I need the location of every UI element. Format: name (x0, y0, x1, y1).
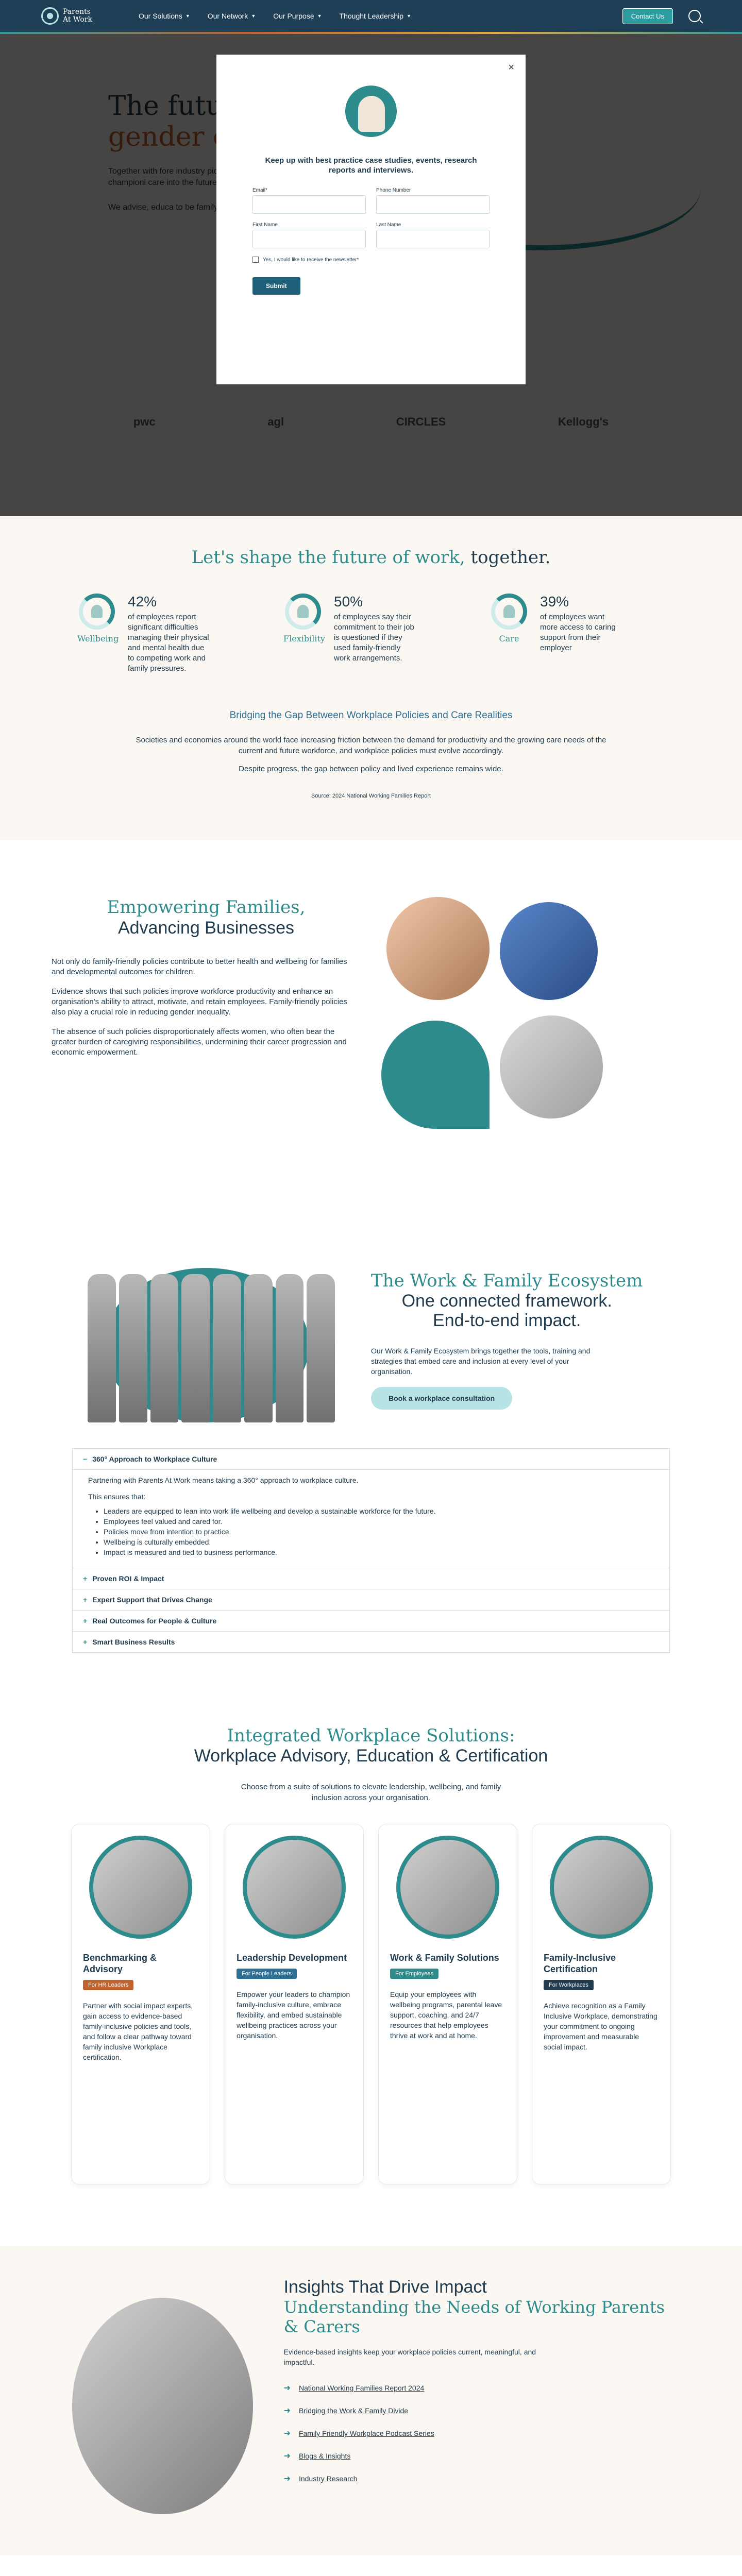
accordion-item-support[interactable]: + Expert Support that Drives Change (73, 1589, 669, 1611)
insights-desc: Evidence-based insights keep your workplace policies current, meaningful, and impactful. (283, 2348, 536, 2366)
photo-circle (500, 1015, 603, 1118)
card-tag: For Employees (390, 1969, 439, 1979)
solution-card-work-family[interactable]: Work & Family Solutions For Employees Equip your employees with wellbeing programs, parental leave support, coaching, and 24/7 resources that help employees thrive at work and at home. (378, 1824, 517, 2184)
empower-photo-collage (381, 897, 690, 1165)
list-item: • Leaders are equipped to lean into work life wellbeing and develop a sustainable workforce for the future. (104, 1506, 654, 1516)
photo-circle (381, 1021, 490, 1129)
stat-wellbeing: Wellbeing 42% of employees report significant difficulties managing their physical and mental health due to competing work and family pressures. (77, 594, 209, 673)
last-name-field[interactable] (376, 230, 490, 248)
stat-flexibility: Flexibility 50% of employees say their commitment to their job is questioned if they used family-friendly work arrangements. (283, 594, 414, 663)
search-icon[interactable] (688, 10, 701, 22)
chevron-down-icon: ▼ (317, 13, 322, 19)
card-tag: For HR Leaders (83, 1980, 133, 1990)
wellbeing-icon (79, 594, 115, 630)
ecosystem-accordion (72, 1448, 670, 1653)
arrow-right-icon: ➜ (283, 2384, 291, 2393)
nav-thought-leadership[interactable]: Thought Leadership ▼ (339, 12, 411, 20)
eco-subtitle-1: One connected framework. (401, 1291, 612, 1311)
newsletter-checkbox[interactable] (252, 257, 259, 263)
hero-section (0, 34, 742, 516)
eco-desc: Our Work & Family Ecosystem brings together the tools, training and strategies that embed care and inclusion at every level of your organisation. (371, 1347, 591, 1376)
empower-p3: The absence of such policies disproportionately affects women, who often bear the greater burden of caregiving responsibilities, undermining their career progression and economic empowerment. (52, 1027, 347, 1057)
empower-section (0, 840, 742, 1227)
list-item: • Policies move from intention to practice. (104, 1527, 654, 1537)
chevron-down-icon: ▼ (185, 13, 190, 19)
accordion-item-outcomes[interactable]: + Real Outcomes for People & Culture (73, 1611, 669, 1632)
plus-icon: + (83, 1596, 88, 1604)
nav-our-solutions[interactable]: Our Solutions ▼ (138, 12, 190, 20)
modal-heading: Keep up with best practice case studies, events, research reports and interviews. (265, 156, 477, 175)
book-consultation-button[interactable]: Book a workplace consultation (371, 1387, 512, 1410)
arrow-right-icon: ➜ (283, 2452, 291, 2461)
accordion-body-360: Partnering with Parents At Work means taking a 360° approach to workplace culture. This ensures that: • Leaders are equipped to lean into work life wellbeing and develop a sustainable workforce for the future. • Employees feel valued and cared for. • Policies move from intention to practice. • Wellbeing is culturally embedded. • Impact is measured and tied to business performance. (73, 1470, 669, 1568)
modal-illustration (335, 86, 407, 147)
empower-p1: Not only do family-friendly policies contribute to better health and wellbeing for families and developmental outcomes for children. (52, 957, 347, 976)
card-photo (243, 1836, 346, 1939)
card-photo (550, 1836, 653, 1939)
care-icon (491, 594, 527, 630)
first-name-field[interactable] (252, 230, 366, 248)
accordion-item-results[interactable]: + Smart Business Results (73, 1632, 669, 1653)
solution-card-benchmarking[interactable]: Benchmarking & Advisory For HR Leaders Partner with social impact experts, gain access to evidence-based family-inclusive policies and tools, and follow a clear pathway toward family inclusive Workplace certification. (71, 1824, 210, 2184)
chevron-down-icon: ▼ (251, 13, 256, 19)
insights-section (0, 2246, 742, 2555)
insight-link[interactable]: ➜ Family Friendly Workplace Podcast Series (283, 2429, 434, 2438)
main-nav (139, 12, 411, 20)
minus-icon: − (83, 1455, 88, 1463)
email-field[interactable] (252, 195, 366, 214)
email-label: Email* (252, 188, 267, 193)
newsletter-checkbox-row (252, 257, 490, 263)
plus-icon: + (83, 1574, 88, 1583)
list-item: • Impact is measured and tied to business performance. (104, 1547, 654, 1557)
solution-card-certification[interactable]: Family-Inclusive Certification For Workplaces Achieve recognition as a Family Inclusive Workplace, demonstrating your commitment to ongoing improvement and measurable social impact. (532, 1824, 671, 2184)
logo-mark-icon (41, 7, 59, 25)
solution-card-leadership[interactable]: Leadership Development For People Leaders Empower your leaders to champion family-inclusive culture, embrace flexibility, and embed sustainable wellbeing practices across your organisation. (225, 1824, 364, 2184)
stat-care: Care 39% of employees want more access to caring support from their employer (490, 594, 665, 674)
solutions-subtitle: Workplace Advisory, Education & Certification (194, 1746, 548, 1766)
plus-icon: + (83, 1638, 88, 1646)
accordion-item-roi[interactable]: + Proven ROI & Impact (73, 1568, 669, 1589)
accordion-item-360[interactable]: − 360° Approach to Workplace Culture (73, 1449, 669, 1470)
first-name-label: First Name (252, 222, 278, 228)
photo-circle (386, 897, 490, 1000)
family-friendly-section (0, 2555, 742, 2576)
insight-link[interactable]: ➜ National Working Families Report 2024 (283, 2384, 425, 2393)
insight-link[interactable]: ➜ Bridging the Work & Family Divide (283, 2406, 409, 2415)
nav-our-network[interactable]: Our Network ▼ (207, 12, 256, 20)
insights-subtitle: Understanding the Needs of Working Parents & Carers (283, 2297, 665, 2336)
bridge-para-2: Despite progress, the gap between policy and lived experience remains wide. (239, 765, 503, 773)
bridge-para-1: Societies and economies around the world face increasing friction between the demand for productivity and the growing care needs of the current and future workforce, and workplace policies must evolve accordingly. (136, 736, 606, 755)
insights-title: Insights That Drive Impact (283, 2277, 487, 2297)
newsletter-checkbox-label: Yes, I would like to receive the newsletter* (263, 257, 359, 263)
solutions-section (0, 1684, 742, 2246)
phone-label: Phone Number (376, 188, 411, 193)
last-name-label: Last Name (376, 222, 401, 228)
nav-our-purpose[interactable]: Our Purpose ▼ (273, 12, 322, 20)
eco-title: The Work & Family Ecosystem (371, 1270, 643, 1291)
insight-link[interactable]: ➜ Blogs & Insights (283, 2452, 351, 2461)
stats-section (0, 516, 742, 840)
card-photo (89, 1836, 192, 1939)
bridge-source: Source: 2024 National Working Families Report (311, 793, 431, 799)
close-icon[interactable]: × (508, 62, 514, 73)
logo-line1: Parents (63, 8, 91, 16)
phone-field[interactable] (376, 195, 490, 214)
bridge-title: Bridging the Gap Between Workplace Policies and Care Realities (229, 710, 513, 721)
site-logo[interactable] (41, 7, 92, 25)
insights-photo (72, 2298, 253, 2514)
ecosystem-section (0, 1227, 742, 1684)
stats-heading: Let's shape the future of work, together. (191, 547, 551, 568)
plus-icon: + (83, 1617, 88, 1625)
list-item: • Wellbeing is culturally embedded. (104, 1537, 654, 1547)
card-tag: For People Leaders (237, 1969, 297, 1979)
submit-button[interactable]: Submit (252, 277, 300, 295)
insight-link[interactable]: ➜ Industry Research (283, 2475, 358, 2483)
solutions-lead: Choose from a suite of solutions to elevate leadership, wellbeing, and family inclusion across your organisation. (241, 1783, 501, 1802)
solutions-title: Integrated Workplace Solutions: (227, 1725, 515, 1746)
chevron-down-icon: ▼ (407, 13, 411, 19)
arrow-right-icon: ➜ (283, 2429, 291, 2438)
logo-line2: At Work (63, 15, 92, 24)
empower-p2: Evidence shows that such policies improve workforce productivity and enhance an organisation's ability to attract, motivate, and retain employees. Family-friendly policies also play a crucial role in reducing gender inequality. (52, 987, 347, 1016)
flexibility-icon (285, 594, 321, 630)
arrow-right-icon: ➜ (283, 2475, 291, 2483)
eco-subtitle-2: End-to-end impact. (433, 1311, 581, 1330)
card-tag: For Workplaces (544, 1980, 594, 1990)
card-photo (396, 1836, 499, 1939)
site-header (0, 0, 742, 32)
ecosystem-photo (72, 1247, 350, 1433)
photo-circle (500, 902, 598, 1000)
arrow-right-icon: ➜ (283, 2406, 291, 2415)
newsletter-modal (216, 55, 526, 384)
contact-us-button[interactable]: Contact Us (622, 8, 673, 24)
list-item: • Employees feel valued and cared for. (104, 1516, 654, 1527)
empower-title: Empowering Families, Advancing Businesses (107, 897, 306, 938)
